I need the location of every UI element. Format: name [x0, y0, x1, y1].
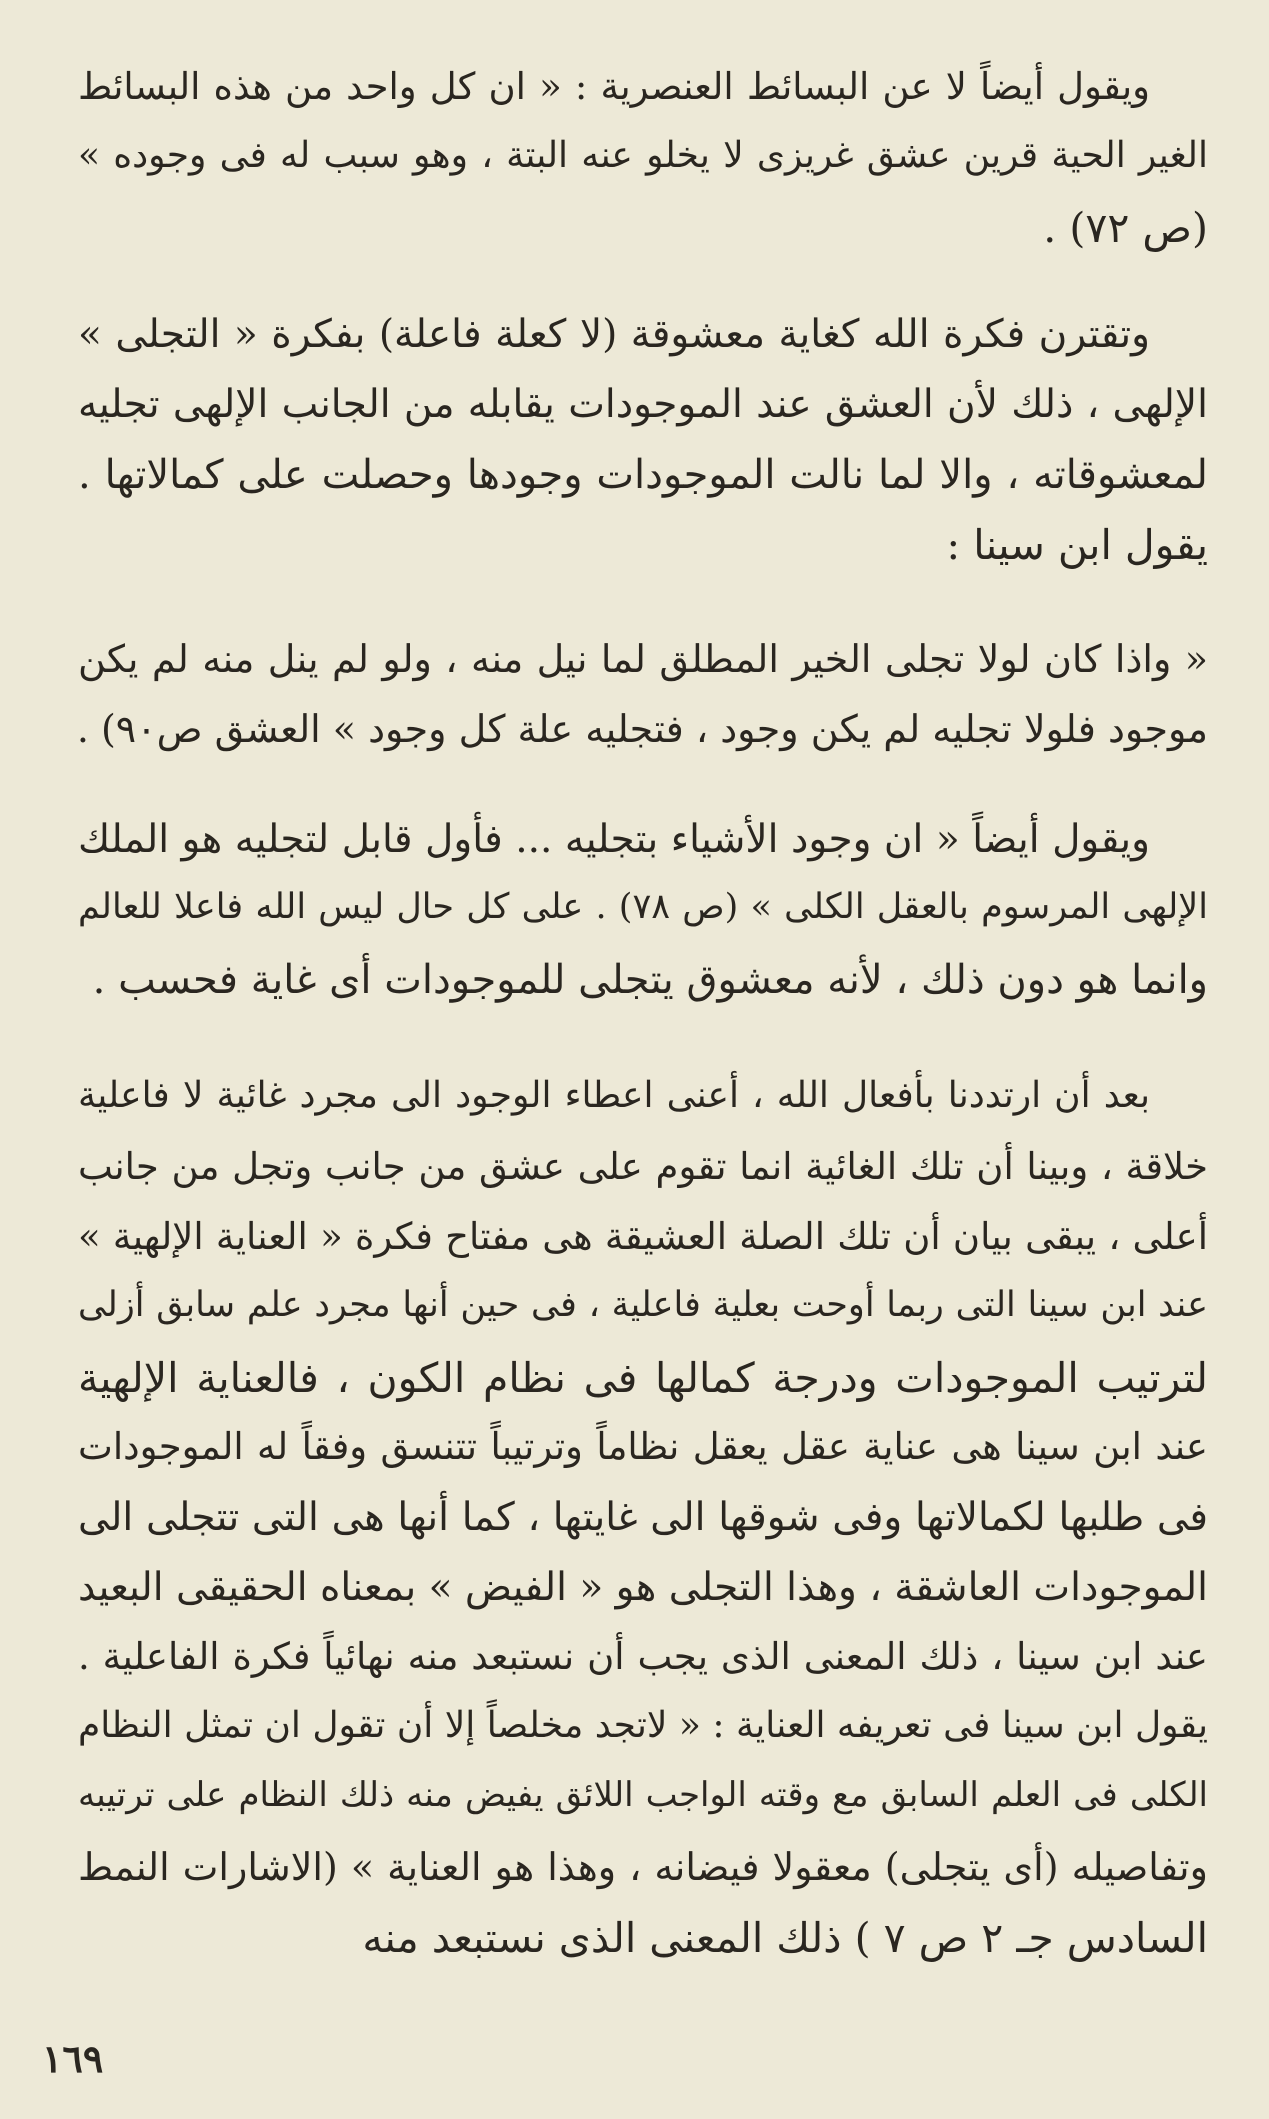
paragraph-5 — [78, 1068, 1208, 2008]
text-line: عند ابن سينا هى عناية عقل يعقل نظاماً وترتيباً تتنسق وفقاً له الموجودات — [78, 1425, 1208, 1468]
paragraph-4 — [78, 810, 1208, 1020]
text-line: يقول ابن سينا : — [946, 521, 1208, 569]
text-line: الموجودات العاشقة ، وهذا التجلى هو « الفيض » بمعناه الحقيقى البعيد — [78, 1565, 1208, 1610]
text-line: لترتيب الموجودات ودرجة كمالها فى نظام الكون ، فالعناية الإلهية — [78, 1354, 1208, 1402]
text-line: ويقول أيضاً لا عن البسائط العنصرية : « ان كل واحد من هذه البسائط — [78, 65, 1150, 108]
text-line: وانما هو دون ذلك ، لأنه معشوق يتجلى للموجودات أى غاية فحسب . — [92, 957, 1208, 1003]
text-line: وتفاصيله (أى يتجلى) معقولا فيضانه ، وهذا هو العناية » (الاشارات النمط — [78, 1845, 1208, 1889]
text-line: الإلهى المرسوم بالعقل الكلى » (ص ٧٨) . على كل حال ليس الله فاعلا للعالم — [78, 887, 1208, 927]
text-line: وتقترن فكرة الله كغاية معشوقة (لا كعلة فاعلة) بفكرة « التجلى » — [78, 312, 1150, 357]
text-line: عند ابن سينا التى ربما أوحت بعلية فاعلية ، فى حين أنها مجرد علم سابق أزلى — [78, 1285, 1208, 1325]
text-line: موجود فلولا تجليه لم يكن وجود ، فتجليه علة كل وجود » العشق ص٩٠) . — [76, 707, 1208, 751]
paragraph-1 — [78, 58, 1208, 258]
text-line: عند ابن سينا ، ذلك المعنى الذى يجب أن نستبعد منه نهائياً فكرة الفاعلية . — [78, 1635, 1208, 1678]
text-line: الكلى فى العلم السابق مع وقته الواجب اللائق يفيض منه ذلك النظام على ترتيبه — [78, 1775, 1208, 1815]
text-line: الغير الحية قرين عشق غريزى لا يخلو عنه البتة ، وهو سبب له فى وجوده » — [78, 135, 1208, 176]
text-line: السادس جـ ٢ ص ٧ ) ذلك المعنى الذى نستبعد منه — [362, 1914, 1208, 1962]
text-line: بعد أن ارتددنا بأفعال الله ، أعنى اعطاء الوجود الى مجرد غائية لا فاعلية — [78, 1075, 1150, 1116]
text-line: لمعشوقاته ، والا لما نالت الموجودات وجودها وحصلت على كمالاتها . — [78, 452, 1208, 498]
paragraph-2 — [78, 305, 1208, 585]
text-line: (ص ٧٢) . — [1043, 204, 1208, 252]
text-line: أعلى ، يبقى بيان أن تلك الصلة العشيقة هى مفتاح فكرة « العناية الإلهية » — [78, 1215, 1208, 1258]
text-line: ويقول أيضاً « ان وجود الأشياء بتجليه ... فأول قابل لتجليه هو الملك — [78, 817, 1150, 862]
text-line: خلاقة ، وبينا أن تلك الغائية انما تقوم على عشق من جانب وتجل من جانب — [78, 1145, 1208, 1188]
text-line: الإلهى ، ذلك لأن العشق عند الموجودات يقابله من الجانب الإلهى تجليه — [78, 382, 1208, 427]
text-line: « واذا كان لولا تجلى الخير المطلق لما نيل منه ، ولو لم ينل منه لم يكن — [78, 637, 1208, 681]
text-line: فى طلبها لكمالاتها وفى شوقها الى غايتها ، كما أنها هى التى تتجلى الى — [78, 1495, 1208, 1540]
paragraph-3-quote — [78, 630, 1208, 770]
page-number: ١٦٩ — [42, 2036, 104, 2081]
text-line: يقول ابن سينا فى تعريفه العناية : « لاتجد مخلصاً إلا أن تقول ان تمثل النظام — [78, 1705, 1208, 1746]
